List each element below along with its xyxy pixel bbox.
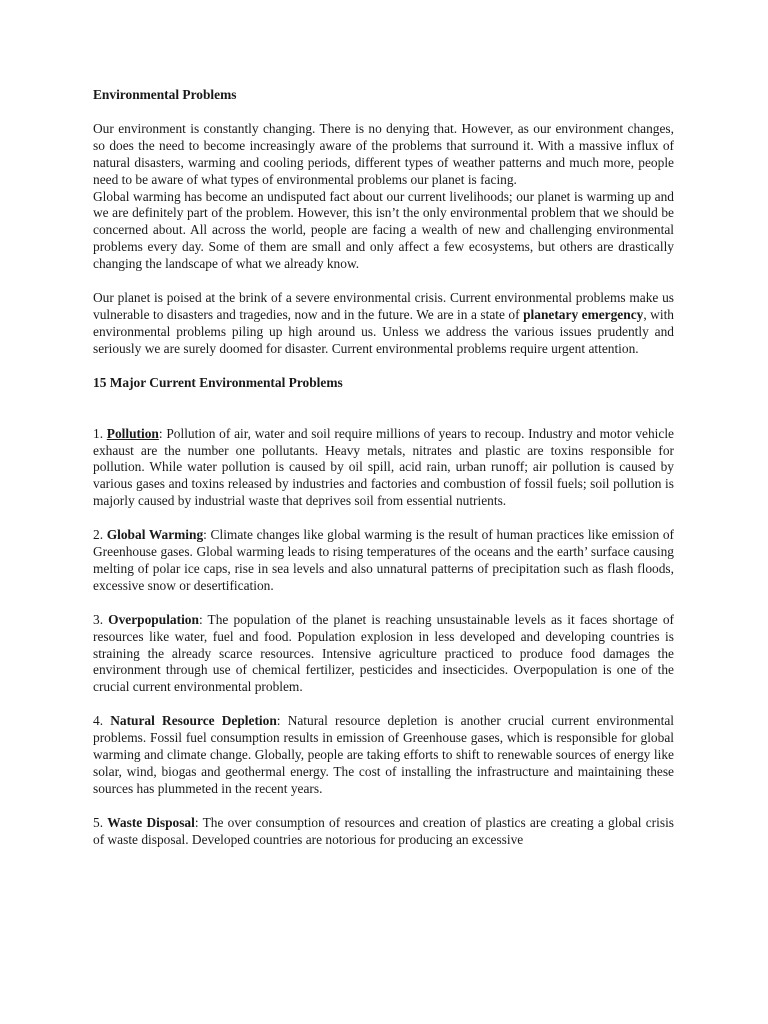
list-item-overpopulation xyxy=(93,612,674,697)
item-number: 5. xyxy=(93,814,108,830)
planetary-emergency-term: planetary emergency xyxy=(523,306,644,322)
item-number: 1. xyxy=(93,425,107,441)
spacer xyxy=(93,392,674,426)
list-item-pollution xyxy=(93,426,674,511)
intro-paragraph-3-start: Our planet is poised at the brink of a severe environmental crisis. Current environmental problems make us vulnerable to disasters and tragedies, now and in the future. We are in a state of xyxy=(93,290,674,322)
intro-paragraph-2: Global warming has become an undisputed fact about our current livelihoods; our planet is warming up and we are definitely part of the problem. However, this isn’t the only environmental problem that we should be concerned about. All across the world, people are facing a wealth of new and challenging environmental problems every day. Some of them are small and only affect a few ecosystems, but others are drastically changing the landscape of what we already know. xyxy=(93,188,674,272)
item-term: Global Warming xyxy=(106,527,204,543)
item-number: 4. xyxy=(93,713,111,729)
spacer xyxy=(93,510,674,527)
list-item-waste-disposal xyxy=(93,815,674,849)
list-item-natural-resource-depletion xyxy=(93,713,674,798)
item-term: Pollution xyxy=(106,425,159,441)
item-text: : Climate changes like global warming is the result of human practices like emission of Greenhouse gases. Global warming leads to rising temperatures of the oceans and the earth’ surface causing melting of polar ice caps, rise in sea levels and also unnatural patterns of precipitation such as flash floods, excessive snow or desertification. xyxy=(93,527,675,593)
item-text: : The over consumption of resources and creation of plastics are creating a global crisis of waste disposal. Developed countries are notorious for producing an excessive xyxy=(93,814,675,847)
item-number: 3. xyxy=(93,611,109,627)
spacer xyxy=(93,273,674,290)
item-term: Waste Disposal xyxy=(107,814,195,830)
item-term: Overpopulation xyxy=(108,611,199,627)
item-number: 2. xyxy=(93,527,107,543)
list-item-global-warming xyxy=(93,527,674,595)
spacer xyxy=(93,595,674,612)
spacer xyxy=(93,798,674,815)
document-page xyxy=(93,87,674,849)
spacer xyxy=(93,358,674,375)
item-text: : The population of the planet is reaching unsustainable levels as it faces shortage of resources like water, fuel and food. Population explosion in less developed and developing countries is straining the already scarce resources. Intensive agriculture practiced to produce food damages the environment through use of chemical fertilizer, pesticides and insecticides. Overpopulation is one of the crucial current environmental problem. xyxy=(93,611,675,695)
document-title: Environmental Problems xyxy=(93,87,237,102)
spacer xyxy=(93,104,674,121)
item-term: Natural Resource Depletion xyxy=(110,713,277,729)
intro-paragraph-1: Our environment is constantly changing. There is no denying that. However, as our environment changes, so does the need to become increasingly aware of the problems that surround it. With a massive influx of natural disasters, warming and cooling periods, different types of weather patterns and much more, people need to be aware of what types of environmental problems our planet is facing. xyxy=(93,120,674,187)
item-text: : Pollution of air, water and soil require millions of years to recoup. Industry and motor vehicle exhaust are the number one pollutants. Heavy metals, nitrates and plastic are toxins responsible for pollution. While water pollution is caused by oil spill, acid rain, urban runoff; air pollution is caused by various gases and toxins released by industries and factories and combustion of fossil fuels; soil pollution is majorly caused by industrial waste that deprives soil from essential nutrients. xyxy=(93,425,674,509)
intro-paragraph-3 xyxy=(93,290,674,358)
list-heading: 15 Major Current Environmental Problems xyxy=(93,374,343,390)
intro-paragraph-3-end: , with environmental problems piling up high around us. Unless we address the various issues prudently and seriously we are surely doomed for disaster. Current environmental problems require urgent attention. xyxy=(93,306,674,356)
spacer xyxy=(93,696,674,713)
item-text: : Natural resource depletion is another crucial current environmental problems. Fossil fuel consumption results in emission of Greenhouse gases, which is responsible for global warming and climate change. Globally, people are taking efforts to shift to renewable sources of energy like solar, wind, biogas and geothermal energy. The cost of installing the infrastructure and maintaining these sources has plummeted in the recent years. xyxy=(93,713,674,796)
